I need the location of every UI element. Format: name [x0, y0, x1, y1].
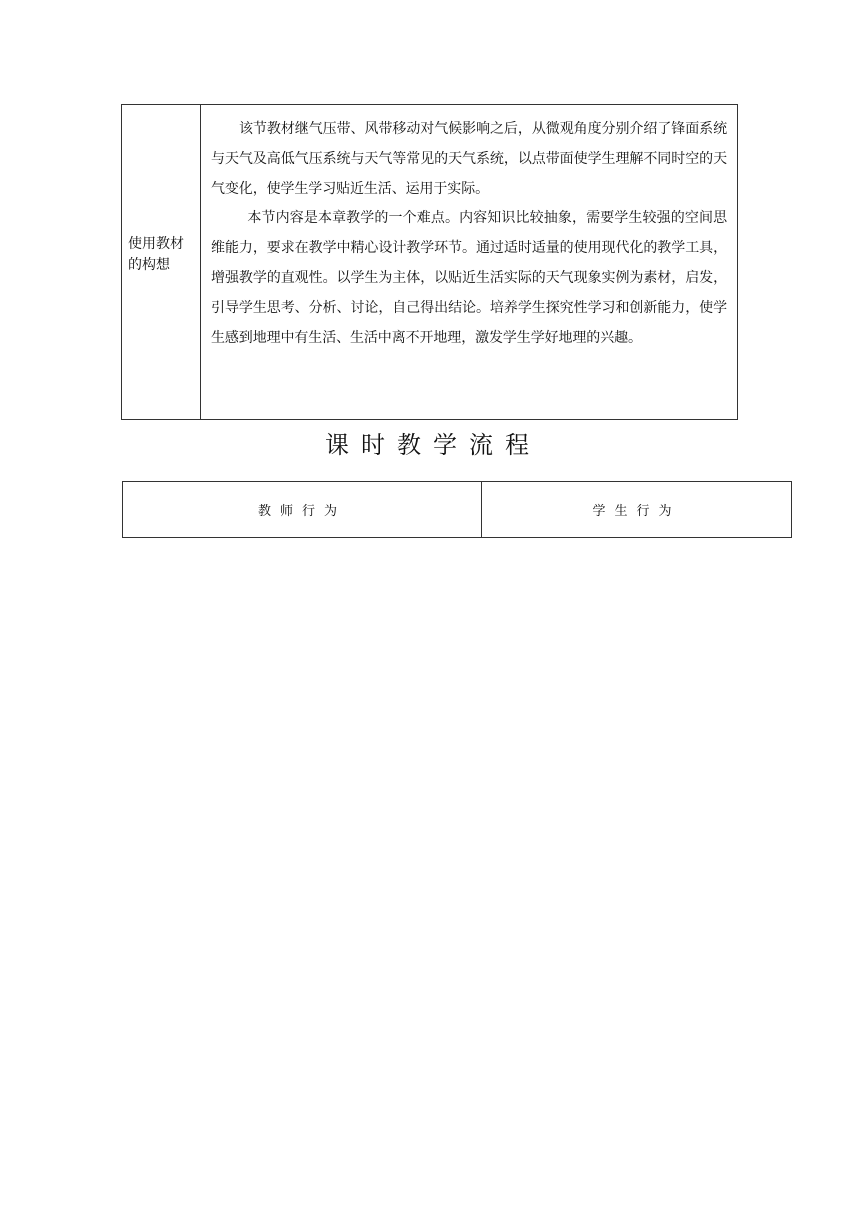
concept-paragraph-1: 该节教材继气压带、风带移动对气候影响之后，从微观角度分别介绍了锋面系统与天气及高低气压系统与天气等常见的天气系统，以点带面使学生理解不同时空的天气变化，使学生学习贴近生活、运用于实际。 — [211, 121, 727, 197]
row-label: 使用教材的构想 — [128, 236, 184, 273]
section-title: 课时教学流程 — [325, 431, 541, 459]
lesson-flow-table — [122, 481, 792, 538]
concept-paragraph-2: 本节内容是本章教学的一个难点。内容知识比较抽象，需要学生较强的空间思维能力，要求在教学中精心设计教学环节。通过适时适量的使用现代化的教学工具，增强教学的直观性。以学生为主体，以贴近生活实际的天气现象实例为素材，启发，引导学生思考、分析、讨论，自己得出结论。培养学生探究性学习和创新能力，使学生感到地理中有生活、生活中离不开地理，激发学生学好地理的兴趣。 — [211, 210, 727, 346]
teacher-behavior-header: 教师行为 — [123, 482, 482, 537]
student-behavior-header: 学生行为 — [592, 504, 681, 519]
row-label-cell — [122, 105, 201, 419]
textbook-concept-table — [121, 104, 738, 420]
row-content-cell — [201, 105, 737, 419]
